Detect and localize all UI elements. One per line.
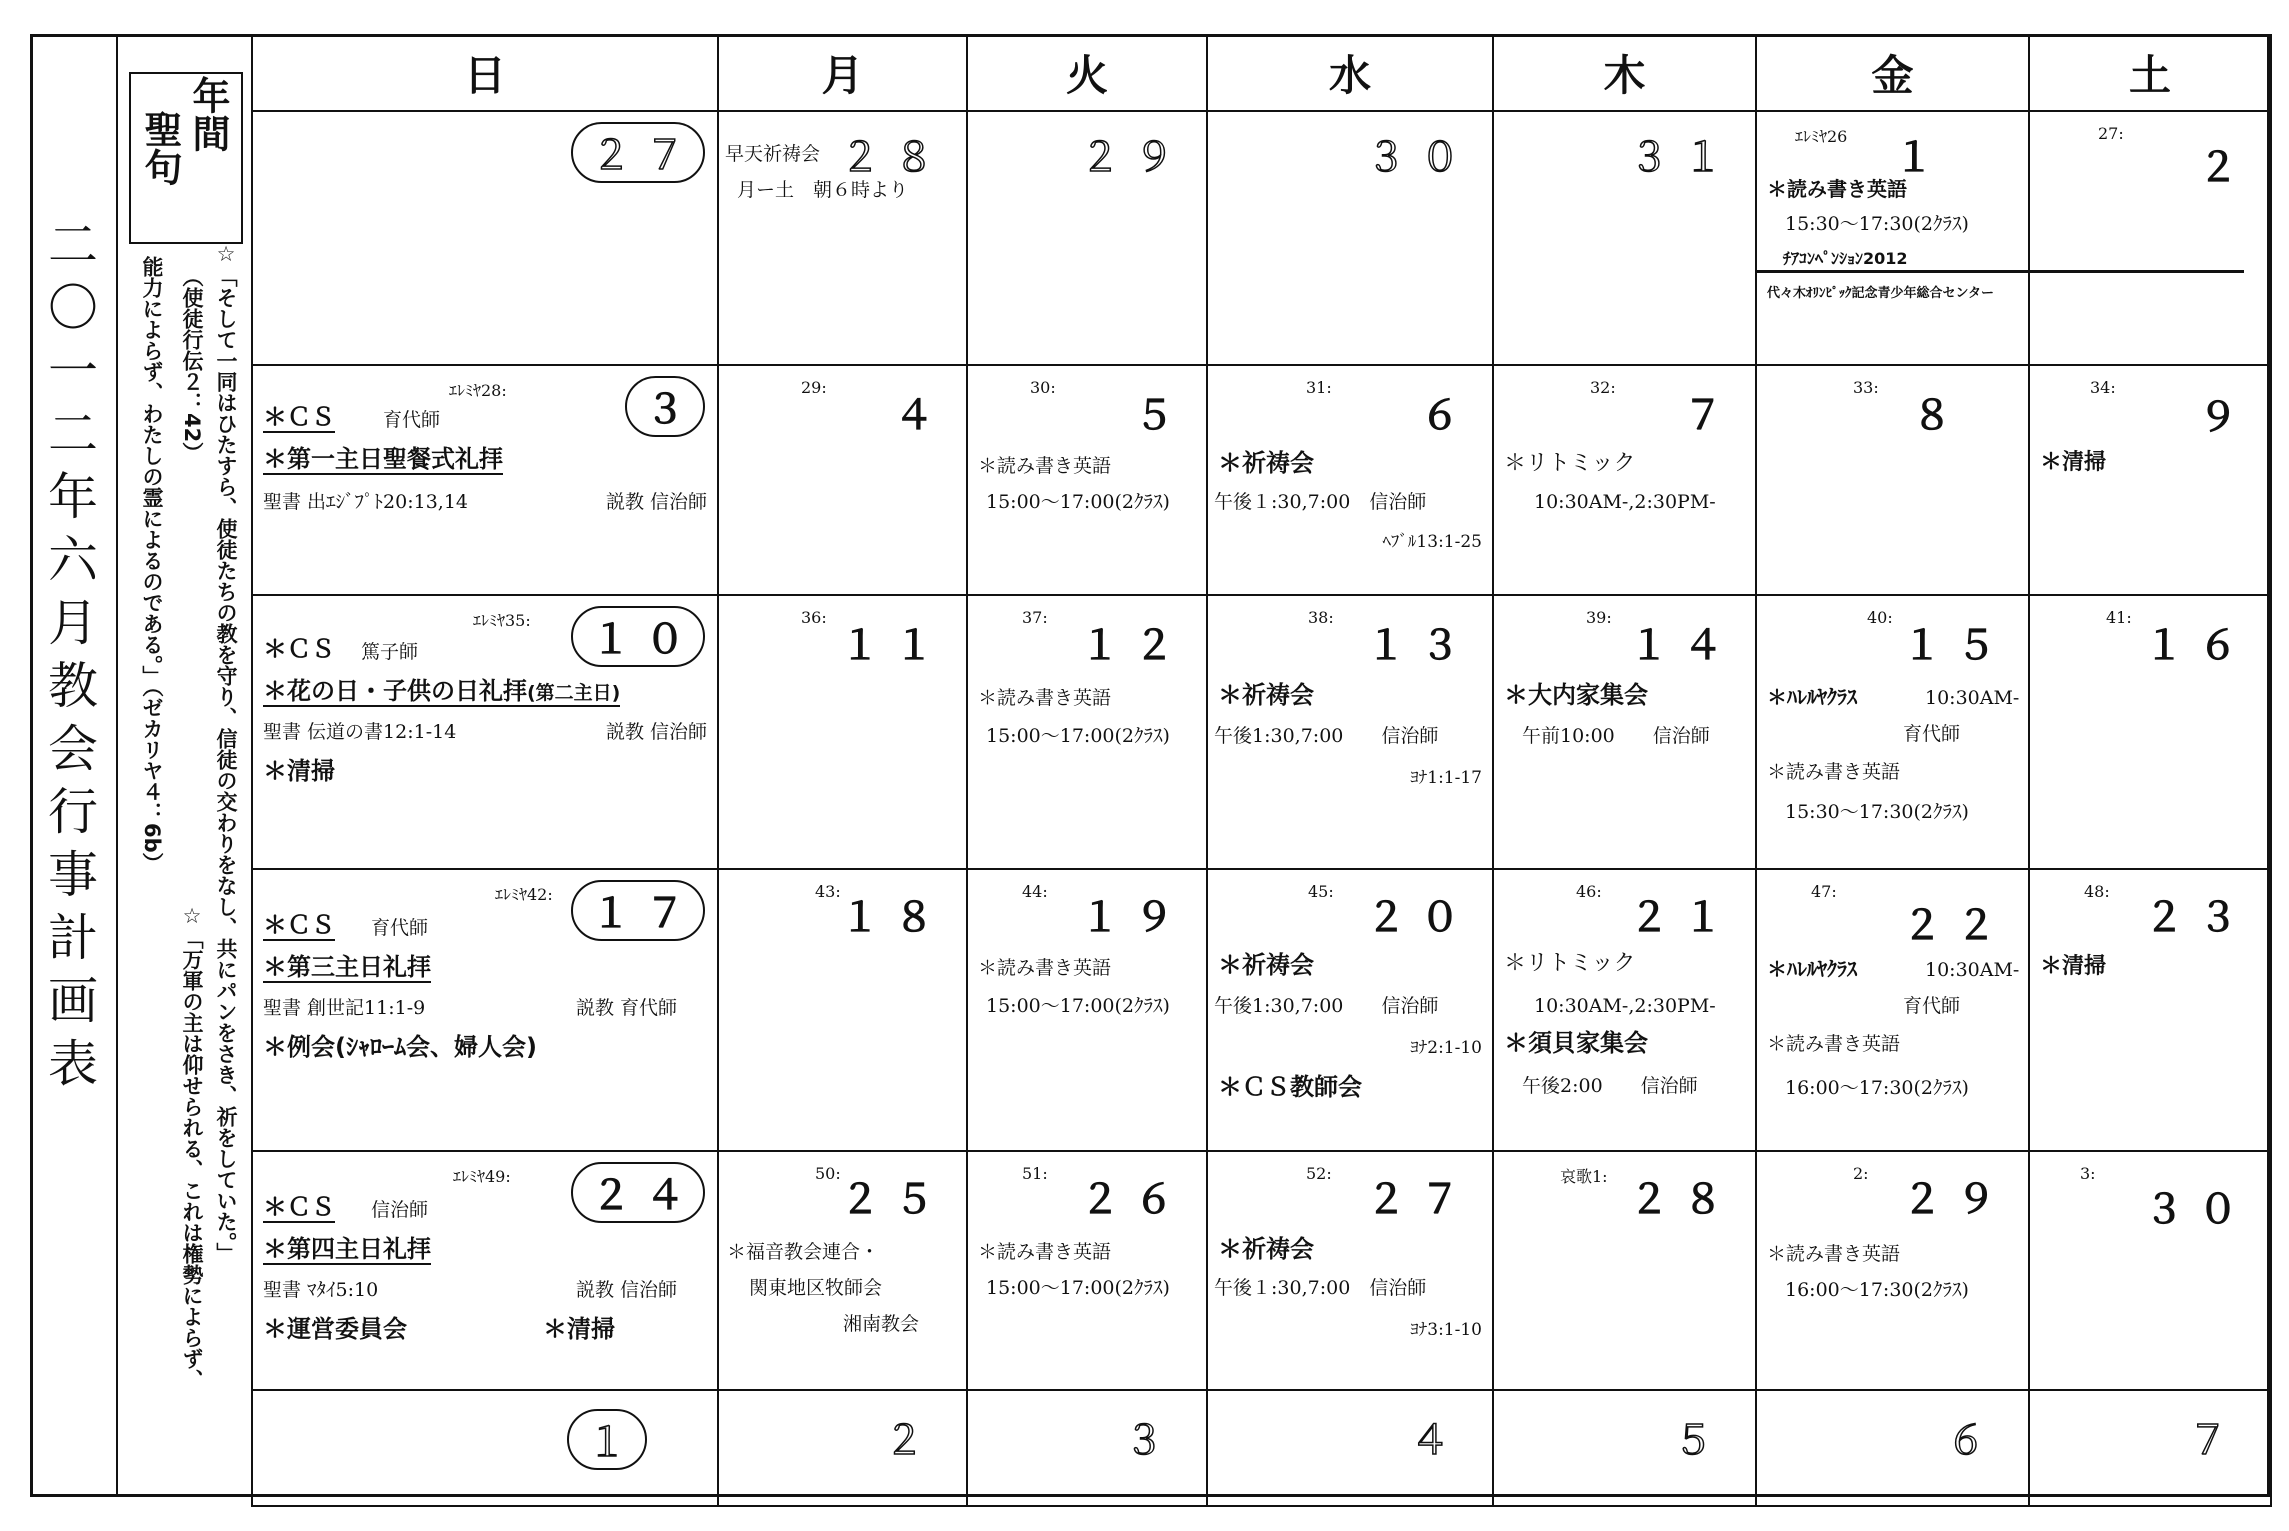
title-char: 〇 [48, 279, 98, 337]
weekday-thu: 木 [1493, 35, 1756, 111]
bible-reading: 41: [2106, 608, 2132, 627]
bible-reading: 33: [1853, 378, 1879, 397]
day-number: ６ [1946, 1418, 2000, 1464]
day-cell [718, 365, 967, 595]
day-number: １３ [1366, 623, 1474, 669]
day-cell [252, 365, 718, 595]
event: ＊読み書き英語 [978, 1241, 1112, 1263]
event-detail: ﾖﾅ1:1-17 [1410, 768, 1482, 788]
event-span-line [2028, 270, 2244, 273]
day-number: ９ [2198, 395, 2252, 441]
event-detail: 15:30～17:30(2ｸﾗｽ) [1785, 213, 1969, 235]
title-char: 六 [48, 531, 98, 589]
event-detail: 午前10:00 信治師 [1522, 725, 1710, 747]
day-number: ２８ [840, 135, 948, 181]
event-detail: 信治師 [371, 1199, 429, 1221]
bible-reading: 38: [1308, 608, 1334, 627]
event-detail: 聖書 伝道の書12:1-14 [263, 721, 457, 743]
event: ＊祈祷会 [1218, 449, 1314, 477]
bible-reading: 2: [1853, 1164, 1869, 1183]
verse-text-3: 能力によらず、わたしの霊によるのである。」（ゼカリヤ４：6b） [140, 256, 164, 874]
bible-reading: ｴﾚﾐﾔ35: [473, 611, 531, 630]
event-detail: 聖書 ﾏﾀｲ5:10 [263, 1279, 379, 1301]
day-number: １５ [1902, 623, 2010, 669]
day-cell [252, 111, 718, 365]
day-cell [252, 595, 718, 869]
annual-verse-label [129, 72, 243, 244]
event-detail: 説教 育代師 [575, 997, 677, 1019]
event-detail: 説教 信治師 [605, 721, 707, 743]
day-number: ３ [625, 376, 705, 437]
day-cell [718, 869, 967, 1151]
event-detail: 15:00～17:00(2ｸﾗｽ) [986, 725, 1170, 747]
day-cell [1493, 1390, 1756, 1506]
bible-reading: 50: [815, 1164, 841, 1183]
title-char: 事 [48, 846, 98, 904]
day-cell [2029, 1390, 2271, 1506]
event-span-line [1757, 270, 2030, 273]
day-cell [1207, 869, 1493, 1151]
day-number: ５ [1134, 393, 1188, 439]
day-cell [1207, 111, 1493, 365]
day-number: ３０ [2144, 1187, 2252, 1233]
day-number: ２６ [1080, 1177, 1188, 1223]
event: ＊読み書き英語 [978, 455, 1112, 477]
bible-reading: 47: [1811, 882, 1837, 901]
event: ＊読み書き英語 [978, 957, 1112, 979]
day-cell [2029, 869, 2271, 1151]
day-number: １ [1894, 135, 1948, 181]
bible-reading: 哀歌1: [1560, 1167, 1608, 1186]
bible-reading: 34: [2090, 378, 2116, 397]
event-detail: ﾖﾅ3:1-10 [1410, 1320, 1482, 1340]
day-cell [967, 111, 1207, 365]
event-detail: 16:00～17:30(2ｸﾗｽ) [1785, 1077, 1969, 1099]
day-number: １６ [2144, 623, 2252, 669]
bible-reading: 3: [2080, 1164, 2096, 1183]
event: ＊読み書き英語 [1767, 1033, 1901, 1055]
day-cell [2029, 365, 2271, 595]
bible-reading: ｴﾚﾐﾔ26 [1795, 127, 1848, 146]
day-cell [1493, 595, 1756, 869]
bible-reading: 45: [1308, 882, 1334, 901]
day-number: ３ [1124, 1418, 1178, 1464]
event: ＊花の日・子供の日礼拝(第二主日) [263, 677, 621, 705]
day-cell [718, 111, 967, 365]
title-char: 二 [48, 405, 98, 463]
title-char: 画 [48, 972, 98, 1030]
event-detail: 育代師 [1903, 723, 1961, 745]
day-number: １０ [571, 606, 705, 667]
day-number: ３１ [1629, 135, 1737, 181]
day-number: ５ [1673, 1418, 1727, 1464]
verse-text-1: ☆「そして一同はひたすら、使徒たちの教を守り、信徒の交わりをなし、共にパンをさき、祈をしていた。」 [214, 242, 238, 1264]
day-number: ２２ [1902, 903, 2010, 949]
day-cell [1493, 1151, 1756, 1390]
event: ＊福音教会連合・ [727, 1241, 880, 1263]
event: ＊リトミック [1504, 951, 1636, 976]
day-number: ３０ [1366, 135, 1474, 181]
day-cell [1493, 869, 1756, 1151]
event-detail: 関東地区牧師会 [749, 1277, 883, 1299]
event-detail: 10:30AM-,2:30PM- [1534, 491, 1716, 513]
day-number: ２９ [1080, 135, 1188, 181]
event-detail: 説教 信治師 [575, 1279, 677, 1301]
bible-reading: 39: [1586, 608, 1612, 627]
weekday-mon: 月 [718, 35, 967, 111]
event: ＊ﾊﾚﾙﾔｸﾗｽ [1767, 957, 1857, 981]
annual-verse-column [117, 34, 251, 1497]
bible-reading: ｴﾚﾐﾔ28: [449, 381, 507, 400]
event-detail: 聖書 出ｴｼﾞﾌﾟﾄ20:13,14 [263, 491, 469, 513]
day-cell [252, 1151, 718, 1390]
event: ＊第三主日礼拝 [263, 953, 431, 981]
title-char: 年 [48, 468, 98, 526]
bible-reading: ｴﾚﾐﾔ42: [495, 885, 553, 904]
day-number: １８ [840, 895, 948, 941]
event: ＊清掃 [2040, 954, 2107, 979]
title-char: 教 [48, 657, 98, 715]
event-detail: 10:30AM-,2:30PM- [1534, 995, 1716, 1017]
event: ＊第四主日礼拝 [263, 1235, 431, 1263]
event-detail: 育代師 [383, 409, 441, 431]
weekday-sat: 土 [2029, 35, 2271, 111]
day-cell [967, 869, 1207, 1151]
event: ＊第一主日聖餐式礼拝 [263, 445, 503, 473]
day-cell [967, 1390, 1207, 1506]
day-cell [1493, 111, 1756, 365]
day-cell [967, 595, 1207, 869]
event: ＊ﾊﾚﾙﾔｸﾗｽ [1767, 685, 1857, 709]
event-detail: 午後1:30,7:00 信治師 [1214, 995, 1439, 1017]
day-number: ２ [2198, 145, 2252, 191]
day-cell [967, 1151, 1207, 1390]
event-detail: 15:00～17:00(2ｸﾗｽ) [986, 995, 1170, 1017]
day-cell [718, 1151, 967, 1390]
day-number: １９ [1080, 895, 1188, 941]
day-number: ２ [884, 1418, 938, 1464]
event-detail: 15:00～17:00(2ｸﾗｽ) [986, 491, 1170, 513]
title-char: 行 [48, 783, 98, 841]
event-detail: 10:30AM- [1925, 687, 2020, 709]
event-detail: 説教 信治師 [605, 491, 707, 513]
day-number: ４ [894, 393, 948, 439]
day-cell [1207, 1151, 1493, 1390]
day-number: １１ [840, 623, 948, 669]
calendar-grid [251, 34, 2270, 1497]
bible-reading: 51: [1022, 1164, 1048, 1183]
event-detail: 代々木ｵﾘﾝﾋﾟｯｸ記念青少年総合センター [1767, 286, 1994, 301]
day-number: ２４ [571, 1162, 705, 1223]
event: ＊読み書き英語 [1767, 177, 1907, 201]
verse-text-2: ☆「万軍の主は仰せられる、これは権勢によらず、 [180, 904, 204, 1390]
event: ＊ＣＳ教師会 [1218, 1073, 1362, 1101]
event-detail: 聖書 創世記11:1-9 [263, 997, 426, 1019]
event: ＊須貝家集会 [1504, 1029, 1648, 1057]
bible-reading: 43: [815, 882, 841, 901]
day-cell [2029, 595, 2271, 869]
event-detail: 15:00～17:00(2ｸﾗｽ) [986, 1277, 1170, 1299]
title-char: 表 [48, 1035, 98, 1093]
day-cell [1756, 595, 2029, 869]
event: ＊祈祷会 [1218, 681, 1314, 709]
day-number: ２０ [1366, 895, 1474, 941]
title-char: 月 [48, 594, 98, 652]
day-cell [967, 365, 1207, 595]
day-number: ２５ [840, 1177, 948, 1223]
day-cell [718, 1390, 967, 1506]
day-number: １ [567, 1409, 647, 1470]
event-detail: 午後2:00 信治師 [1522, 1075, 1698, 1097]
day-cell [1756, 869, 2029, 1151]
day-number: ４ [1410, 1418, 1464, 1464]
title-char: 会 [48, 720, 98, 778]
day-cell [1756, 365, 2029, 595]
event: ＊運営委員会 [263, 1315, 407, 1343]
day-cell [1207, 365, 1493, 595]
event: ﾁｱｺﾝﾍﾟﾝｼｮﾝ2012 [1783, 249, 1908, 268]
weekday-sun: 日 [252, 35, 718, 111]
bible-reading: 31: [1306, 378, 1332, 397]
day-number: １２ [1080, 623, 1188, 669]
event: ＊祈祷会 [1218, 1235, 1314, 1263]
event: ＊大内家集会 [1504, 681, 1648, 709]
day-cell [2029, 111, 2271, 365]
day-number: ７ [2188, 1418, 2242, 1464]
event: ＊読み書き英語 [1767, 761, 1901, 783]
title-char: 計 [48, 909, 98, 967]
event: ＊清掃 [263, 757, 335, 785]
bible-reading: 46: [1576, 882, 1602, 901]
day-number: ２７ [1366, 1177, 1474, 1223]
bible-reading: 32: [1590, 378, 1616, 397]
event: ＊例会(ｼｬﾛｰﾑ会、婦人会) [263, 1033, 537, 1061]
event-detail: 育代師 [371, 917, 429, 939]
event-detail: ﾍﾌﾞﾙ13:1-25 [1382, 532, 1482, 552]
weekday-wed: 水 [1207, 35, 1493, 111]
event: ＊清掃 [543, 1315, 615, 1343]
event-detail: 湘南教会 [843, 1313, 920, 1335]
weekday-header-row [252, 35, 2271, 111]
day-number: ２７ [571, 122, 705, 183]
day-number: ８ [1912, 393, 1966, 439]
day-cell [1756, 111, 2029, 365]
day-cell [252, 1390, 718, 1506]
bible-reading: 27: [2098, 124, 2124, 143]
page-title [30, 34, 116, 1497]
verse-citation-1: （使徒行伝２：42） [180, 266, 204, 464]
event: ＊清掃 [2040, 450, 2107, 475]
day-number: ７ [1683, 393, 1737, 439]
event: ＊祈祷会 [1218, 951, 1314, 979]
event-detail: ﾖﾅ2:1-10 [1410, 1038, 1482, 1058]
event: ＊読み書き英語 [1767, 1243, 1901, 1265]
event: ＊ＣＳ [263, 635, 335, 663]
day-number: ２９ [1902, 1177, 2010, 1223]
day-number: １７ [571, 880, 705, 941]
day-cell [1493, 365, 1756, 595]
event-detail: 16:00～17:30(2ｸﾗｽ) [1785, 1279, 1969, 1301]
day-number: １４ [1629, 623, 1737, 669]
title-char: 一 [48, 342, 98, 400]
event-detail: 篤子師 [361, 641, 419, 663]
bible-reading: 36: [801, 608, 827, 627]
bible-reading: 44: [1022, 882, 1048, 901]
weekday-fri: 金 [1756, 35, 2029, 111]
day-number: ６ [1420, 393, 1474, 439]
event: ＊リトミック [1504, 451, 1636, 476]
bible-reading: 52: [1306, 1164, 1332, 1183]
day-cell [1207, 1390, 1493, 1506]
event-detail: 午後１:30,7:00 信治師 [1214, 1277, 1427, 1299]
bible-reading: 40: [1867, 608, 1893, 627]
event-detail: 育代師 [1903, 995, 1961, 1017]
event: ＊ＣＳ [263, 911, 335, 939]
weekday-tue: 火 [967, 35, 1207, 111]
event-detail: 10:30AM- [1925, 959, 2020, 981]
day-number: ２１ [1629, 895, 1737, 941]
title-char: 二 [48, 216, 98, 274]
bible-reading: 30: [1030, 378, 1056, 397]
bible-reading: 29: [801, 378, 827, 397]
event-detail: 午後1:30,7:00 信治師 [1214, 725, 1439, 747]
day-cell [1756, 1390, 2029, 1506]
day-cell [718, 595, 967, 869]
day-number: ２３ [2144, 895, 2252, 941]
event-detail: 月ー土 朝６時より [737, 179, 909, 201]
bible-reading: 48: [2084, 882, 2110, 901]
verse-box-line1: 年間 [186, 76, 230, 152]
event: ＊ＣＳ [263, 403, 335, 431]
day-cell [252, 869, 718, 1151]
event: ＊読み書き英語 [978, 687, 1112, 709]
event: 早天祈祷会 [725, 143, 821, 165]
day-cell [1756, 1151, 2029, 1390]
event: ＊ＣＳ [263, 1193, 335, 1221]
day-cell [2029, 1151, 2271, 1390]
bible-reading: ｴﾚﾐﾔ49: [453, 1167, 511, 1186]
bible-reading: 37: [1022, 608, 1048, 627]
event-detail: 15:30～17:30(2ｸﾗｽ) [1785, 801, 1969, 823]
event-detail: 午後１:30,7:00 信治師 [1214, 491, 1427, 513]
verse-box-line2: 聖句 [138, 110, 182, 186]
day-number: ２８ [1629, 1177, 1737, 1223]
day-cell [1207, 595, 1493, 869]
